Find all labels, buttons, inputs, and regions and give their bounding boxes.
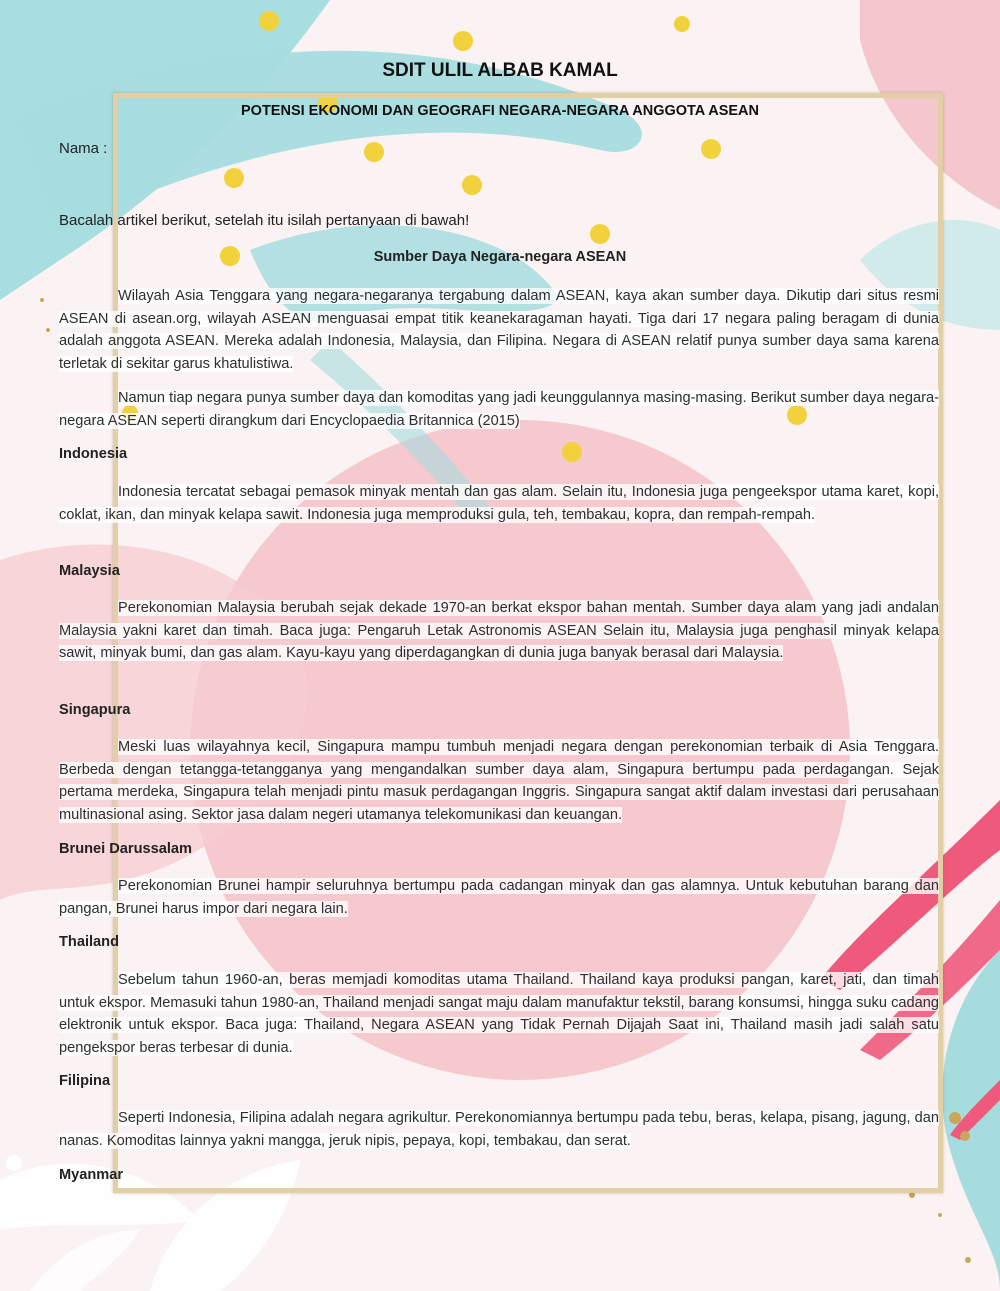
country-heading-thailand: Thailand <box>59 934 119 950</box>
country-paragraph-singapura: Meski luas wilayahnya kecil, Singapura mampu tumbuh menjadi negara dengan perekonomian terbaik di Asia Tenggara. Berbeda dengan tetangga-tetangganya yang mengandalkan sumber daya alam, Singapura bertumpu pada perdagangan. Sejak pertama merdeka, Singapura telah menjadi pintu masuk perdagangan Inggris. Singapura sangat aktif dalam investasi dari perusahaan multinasional asing. Sektor jasa dalam negeri utamanya telekomunikasi dan keuangan. <box>59 739 939 823</box>
country-heading-singapura: Singapura <box>59 702 131 718</box>
worksheet-subtitle: POTENSI EKONOMI DAN GEOGRAFI NEGARA-NEGARA ANGGOTA ASEAN <box>241 103 759 119</box>
country-paragraph-malaysia: Perekonomian Malaysia berubah sejak dekade 1970-an berkat ekspor bahan mentah. Sumber daya alam yang jadi andalan Malaysia yakni karet dan timah. Baca juga: Pengaruh Letak Astronomis ASEAN Selain itu, Malaysia juga penghasil minyak kelapa sawit, minyak bumi, dan gas alam. Kayu-kayu yang diperdagangkan di dunia juga banyak berasal dari Malaysia. <box>59 600 939 661</box>
instruction-text: Bacalah artikel berikut, setelah itu isilah pertanyaan di bawah! <box>59 212 470 229</box>
country-heading-brunei: Brunei Darussalam <box>59 841 193 857</box>
school-title: SDIT ULIL ALBAB KAMAL <box>382 60 618 81</box>
country-heading-malaysia: Malaysia <box>59 563 120 579</box>
country-heading-indonesia: Indonesia <box>59 446 128 462</box>
country-heading-myanmar: Myanmar <box>59 1167 124 1183</box>
intro-paragraph-2: Namun tiap negara punya sumber daya dan komoditas yang jadi keunggulannya masing-masing. Berikut sumber daya negara-negara ASEAN seperti dirangkum dari Encyclopaedia Britannica (2015) <box>59 390 939 429</box>
country-paragraph-filipina: Seperti Indonesia, Filipina adalah negara agrikultur. Perekonomiannya bertumpu pada tebu, beras, kelapa, pisang, jagung, dan nanas. Komoditas lainnya yakni mangga, jeruk nipis, pepaya, kopi, tembakau, dan serat. <box>59 1110 939 1149</box>
name-label: Nama : <box>59 140 108 157</box>
country-paragraph-indonesia: Indonesia tercatat sebagai pemasok minyak mentah dan gas alam. Selain itu, Indonesia juga pengeekspor utama karet, kopi, coklat, ikan, dan minyak kelapa sawit. Indonesia juga memproduksi gula, teh, tembakau, kopra, dan rempah-rempah. <box>59 484 939 523</box>
country-paragraph-brunei: Perekonomian Brunei hampir seluruhnya bertumpu pada cadangan minyak dan gas alamnya. Untuk kebutuhan barang dan pangan, Brunei harus impor dari negara lain. <box>59 878 939 917</box>
intro-paragraph-1: Wilayah Asia Tenggara yang negara-negaranya tergabung dalam ASEAN, kaya akan sumber daya. Dikutip dari situs resmi ASEAN di asean.org, wilayah ASEAN menguasai empat titik keanekaragaman hayati. Tiga dari 17 negara paling beragam di dunia adalah anggota ASEAN. Mereka adalah Indonesia, Malaysia, dan Filipina. Negara di ASEAN relatif punya sumber daya sama karena terletak di sekitar garus khatulistiwa. <box>59 288 939 372</box>
country-heading-filipina: Filipina <box>59 1073 111 1089</box>
country-paragraph-thailand: Sebelum tahun 1960-an, beras memjadi komoditas utama Thailand. Thailand kaya produksi pangan, karet, jati, dan timah untuk ekspor. Memasuki tahun 1980-an, Thailand menjadi sangat maju dalam manufaktur tekstil, barang konsumsi, hingga suku cadang elektronik untuk ekspor. Baca juga: Thailand, Negara ASEAN yang Tidak Pernah Dijajah Saat ini, Thailand masih jadi salah satu pengekspor beras terbesar di dunia. <box>59 972 939 1056</box>
article-title: Sumber Daya Negara-negara ASEAN <box>373 249 627 265</box>
